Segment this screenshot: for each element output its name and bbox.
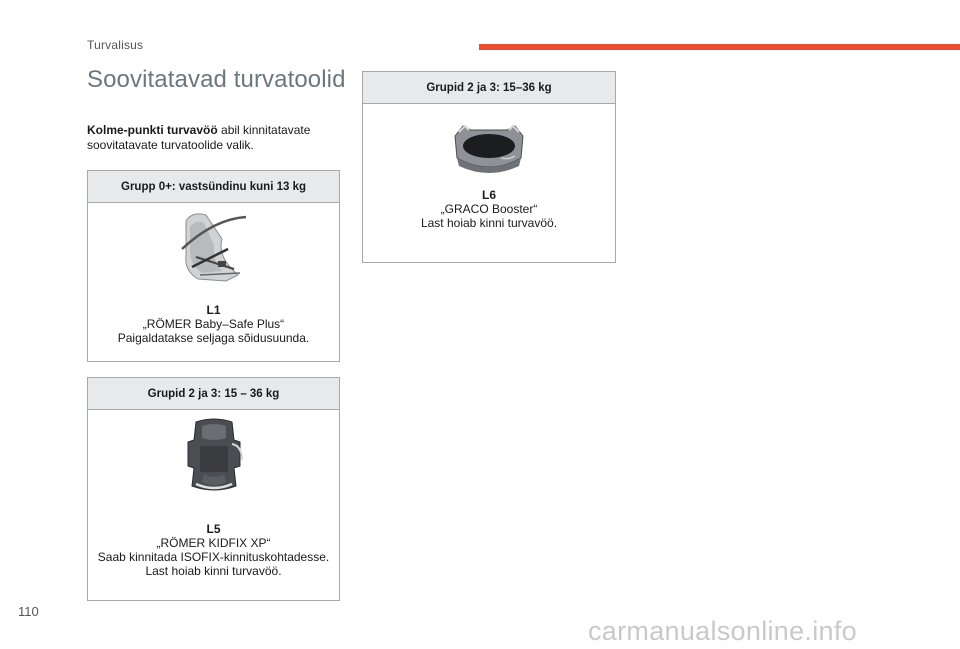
seat-note: Saab kinnitada ISOFIX-kinnituskohtadesse. xyxy=(97,550,330,564)
page-number: 110 xyxy=(18,604,39,619)
seat-card-l6 xyxy=(362,71,616,263)
card-header: Grupid 2 ja 3: 15–36 kg xyxy=(363,72,615,104)
intro-bold: Kolme-punkti turvavöö xyxy=(87,123,218,137)
page-title: Soovitatavad turvatoolid xyxy=(87,66,346,93)
card-header: Grupid 2 ja 3: 15 – 36 kg xyxy=(88,378,339,410)
intro-rest: abil kinnitatavate soovitatavate turvatoolide valik. xyxy=(87,123,311,152)
seat-note: Paigaldatakse seljaga sõidusuunda. xyxy=(117,331,310,345)
seat-name: „RÖMER Baby–Safe Plus“ xyxy=(142,317,285,331)
seat-note: Last hoiab kinni turvavöö. xyxy=(145,564,282,578)
watermark: carmanualsonline.info xyxy=(588,616,857,646)
card-header: Grupp 0+: vastsündinu kuni 13 kg xyxy=(88,171,339,203)
seat-name: „RÖMER KIDFIX XP“ xyxy=(156,536,271,550)
section-accent-bar xyxy=(479,44,960,50)
seat-name: „GRACO Booster“ xyxy=(440,202,538,216)
seat-card-l1 xyxy=(87,170,340,362)
booster-cushion-icon xyxy=(449,118,529,178)
seat-card-l5 xyxy=(87,377,340,601)
seat-note: Last hoiab kinni turvavöö. xyxy=(420,216,558,230)
intro-paragraph xyxy=(87,123,347,153)
highback-booster-seat-icon xyxy=(182,416,246,496)
infant-carrier-seat-icon xyxy=(178,209,250,283)
seat-code: L6 xyxy=(481,188,496,202)
seat-code: L5 xyxy=(206,522,221,536)
section-label: Turvalisus xyxy=(87,38,144,52)
seat-code: L1 xyxy=(206,303,221,317)
